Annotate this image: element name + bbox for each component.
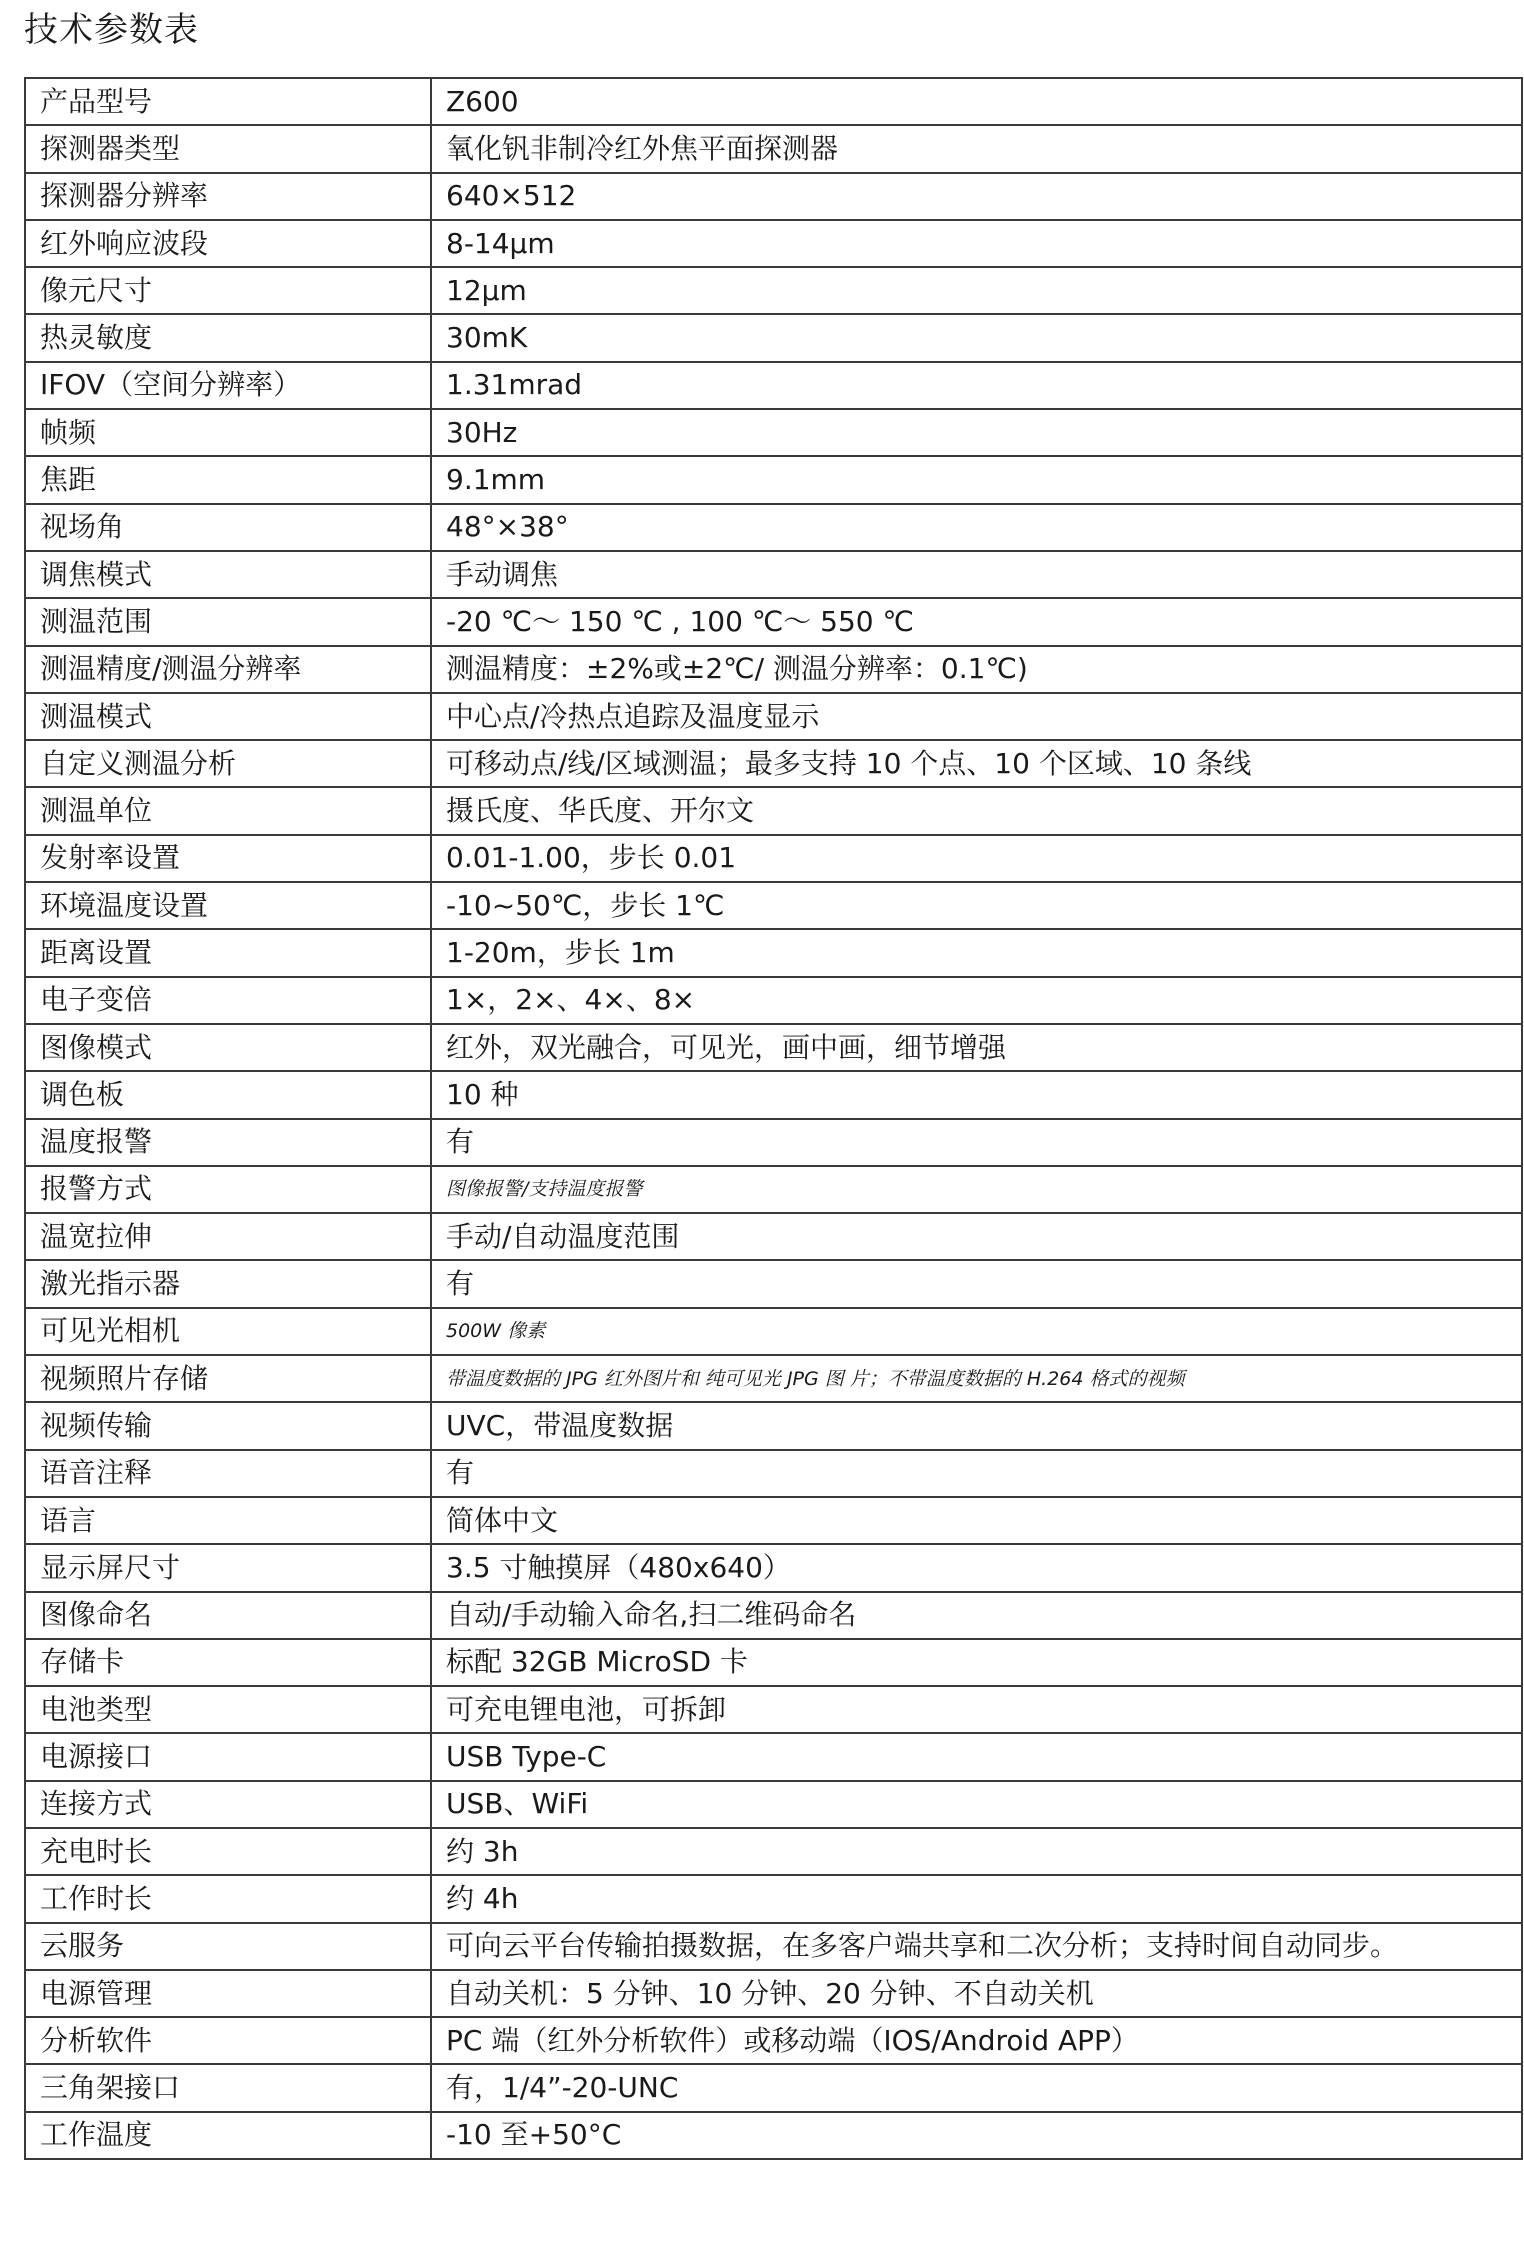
- spec-label: 语音注释: [25, 1450, 431, 1497]
- spec-value: 可移动点/线/区域测温；最多支持 10 个点、10 个区域、10 条线: [431, 740, 1522, 787]
- spec-label: 视场角: [25, 504, 431, 551]
- spec-value: 手动/自动温度范围: [431, 1213, 1522, 1260]
- spec-label: 工作时长: [25, 1875, 431, 1922]
- spec-row: [25, 977, 1522, 1024]
- spec-value: 红外，双光融合，可见光，画中画，细节增强: [431, 1024, 1522, 1071]
- spec-label: 温宽拉伸: [25, 1213, 431, 1260]
- spec-value: USB、WiFi: [431, 1781, 1522, 1828]
- spec-label: 红外响应波段: [25, 220, 431, 267]
- spec-label: 显示屏尺寸: [25, 1544, 431, 1591]
- spec-label: IFOV（空间分辨率）: [25, 362, 431, 409]
- spec-value: UVC，带温度数据: [431, 1402, 1522, 1449]
- spec-row: [25, 362, 1522, 409]
- spec-row: [25, 598, 1522, 645]
- spec-value: 有: [431, 1119, 1522, 1166]
- spec-label: 分析软件: [25, 2017, 431, 2064]
- spec-row: [25, 1592, 1522, 1639]
- spec-row: [25, 1923, 1522, 1970]
- spec-label: 测温模式: [25, 693, 431, 740]
- spec-row: [25, 173, 1522, 220]
- spec-value: -10 至+50°C: [431, 2112, 1522, 2159]
- spec-label: 激光指示器: [25, 1260, 431, 1307]
- spec-value: 简体中文: [431, 1497, 1522, 1544]
- spec-label: 调焦模式: [25, 551, 431, 598]
- spec-row: [25, 1024, 1522, 1071]
- spec-value: 可充电锂电池，可拆卸: [431, 1686, 1522, 1733]
- spec-row: [25, 1544, 1522, 1591]
- spec-label: 温度报警: [25, 1119, 431, 1166]
- spec-label: 充电时长: [25, 1828, 431, 1875]
- spec-value: 48°×38°: [431, 504, 1522, 551]
- spec-value: 自动/手动输入命名,扫二维码命名: [431, 1592, 1522, 1639]
- spec-row: [25, 882, 1522, 929]
- spec-value: 可向云平台传输拍摄数据，在多客户端共享和二次分析；支持时间自动同步。: [431, 1923, 1522, 1970]
- spec-value: 8-14μm: [431, 220, 1522, 267]
- spec-row: [25, 1071, 1522, 1118]
- spec-row: [25, 78, 1522, 125]
- spec-label: 三角架接口: [25, 2064, 431, 2111]
- spec-row: [25, 1828, 1522, 1875]
- spec-row: [25, 1733, 1522, 1780]
- spec-value: 约 3h: [431, 1828, 1522, 1875]
- spec-row: [25, 740, 1522, 787]
- spec-row: [25, 267, 1522, 314]
- spec-row: [25, 2064, 1522, 2111]
- spec-value: 30mK: [431, 314, 1522, 361]
- spec-row: [25, 929, 1522, 976]
- spec-label: 视频传输: [25, 1402, 431, 1449]
- spec-table: [24, 77, 1523, 2160]
- spec-row: [25, 1308, 1522, 1355]
- page-title: 技术参数表: [24, 10, 199, 50]
- spec-value: 3.5 寸触摸屏（480x640）: [431, 1544, 1522, 1591]
- spec-value: -10~50℃，步长 1℃: [431, 882, 1522, 929]
- spec-label: 电子变倍: [25, 977, 431, 1024]
- spec-row: [25, 409, 1522, 456]
- spec-row: [25, 1781, 1522, 1828]
- spec-row: [25, 1875, 1522, 1922]
- spec-value: 500W 像素: [431, 1308, 1522, 1355]
- spec-label: 电池类型: [25, 1686, 431, 1733]
- spec-value: 640×512: [431, 173, 1522, 220]
- spec-row: [25, 1639, 1522, 1686]
- spec-value: 有: [431, 1260, 1522, 1307]
- spec-value: 12μm: [431, 267, 1522, 314]
- spec-value: 30Hz: [431, 409, 1522, 456]
- spec-value: 1×，2×、4×、8×: [431, 977, 1522, 1024]
- spec-label: 存储卡: [25, 1639, 431, 1686]
- spec-row: [25, 1970, 1522, 2017]
- spec-row: [25, 2017, 1522, 2064]
- spec-value: 中心点/冷热点追踪及温度显示: [431, 693, 1522, 740]
- spec-row: [25, 504, 1522, 551]
- spec-row: [25, 314, 1522, 361]
- spec-label: 测温单位: [25, 787, 431, 834]
- spec-value: 1.31mrad: [431, 362, 1522, 409]
- spec-value: 约 4h: [431, 1875, 1522, 1922]
- spec-value: -20 ℃～ 150 ℃ , 100 ℃～ 550 ℃: [431, 598, 1522, 645]
- spec-label: 探测器分辨率: [25, 173, 431, 220]
- spec-value: 手动调焦: [431, 551, 1522, 598]
- spec-value: USB Type-C: [431, 1733, 1522, 1780]
- spec-value: 9.1mm: [431, 456, 1522, 503]
- spec-label: 测温范围: [25, 598, 431, 645]
- spec-row: [25, 220, 1522, 267]
- spec-label: 自定义测温分析: [25, 740, 431, 787]
- spec-table-body: [25, 78, 1522, 2159]
- spec-row: [25, 1213, 1522, 1260]
- spec-row: [25, 2112, 1522, 2159]
- spec-label: 焦距: [25, 456, 431, 503]
- spec-row: [25, 693, 1522, 740]
- spec-value: 有: [431, 1450, 1522, 1497]
- spec-label: 连接方式: [25, 1781, 431, 1828]
- spec-row: [25, 1166, 1522, 1213]
- spec-row: [25, 1260, 1522, 1307]
- spec-label: 环境温度设置: [25, 882, 431, 929]
- spec-label: 工作温度: [25, 2112, 431, 2159]
- spec-label: 云服务: [25, 1923, 431, 1970]
- spec-value: 测温精度：±2%或±2℃/ 测温分辨率：0.1℃): [431, 646, 1522, 693]
- spec-row: [25, 835, 1522, 882]
- spec-value: 1-20m，步长 1m: [431, 929, 1522, 976]
- spec-label: 报警方式: [25, 1166, 431, 1213]
- spec-label: 语言: [25, 1497, 431, 1544]
- spec-row: [25, 1119, 1522, 1166]
- spec-value: 0.01-1.00，步长 0.01: [431, 835, 1522, 882]
- spec-value: 10 种: [431, 1071, 1522, 1118]
- spec-value: 自动关机：5 分钟、10 分钟、20 分钟、不自动关机: [431, 1970, 1522, 2017]
- spec-value: Z600: [431, 78, 1522, 125]
- spec-label: 帧频: [25, 409, 431, 456]
- spec-label: 探测器类型: [25, 125, 431, 172]
- spec-value: 摄氏度、华氏度、开尔文: [431, 787, 1522, 834]
- spec-row: [25, 787, 1522, 834]
- spec-value: 图像报警/支持温度报警: [431, 1166, 1522, 1213]
- spec-label: 可见光相机: [25, 1308, 431, 1355]
- spec-row: [25, 551, 1522, 598]
- spec-label: 图像命名: [25, 1592, 431, 1639]
- spec-label: 电源管理: [25, 1970, 431, 2017]
- spec-row: [25, 456, 1522, 503]
- spec-row: [25, 646, 1522, 693]
- spec-value: 带温度数据的 JPG 红外图片和 纯可见光 JPG 图 片；不带温度数据的 H.264 格式的视频: [431, 1355, 1522, 1402]
- spec-label: 距离设置: [25, 929, 431, 976]
- spec-row: [25, 1402, 1522, 1449]
- spec-label: 电源接口: [25, 1733, 431, 1780]
- spec-label: 测温精度/测温分辨率: [25, 646, 431, 693]
- spec-row: [25, 1355, 1522, 1402]
- spec-value: 氧化钒非制冷红外焦平面探测器: [431, 125, 1522, 172]
- spec-label: 产品型号: [25, 78, 431, 125]
- spec-row: [25, 1686, 1522, 1733]
- spec-row: [25, 125, 1522, 172]
- spec-label: 像元尺寸: [25, 267, 431, 314]
- spec-row: [25, 1497, 1522, 1544]
- spec-row: [25, 1450, 1522, 1497]
- spec-label: 调色板: [25, 1071, 431, 1118]
- spec-value: 标配 32GB MicroSD 卡: [431, 1639, 1522, 1686]
- spec-value: PC 端（红外分析软件）或移动端（IOS/Android APP）: [431, 2017, 1522, 2064]
- spec-label: 视频照片存储: [25, 1355, 431, 1402]
- spec-label: 热灵敏度: [25, 314, 431, 361]
- spec-label: 发射率设置: [25, 835, 431, 882]
- spec-value: 有，1/4”-20-UNC: [431, 2064, 1522, 2111]
- spec-label: 图像模式: [25, 1024, 431, 1071]
